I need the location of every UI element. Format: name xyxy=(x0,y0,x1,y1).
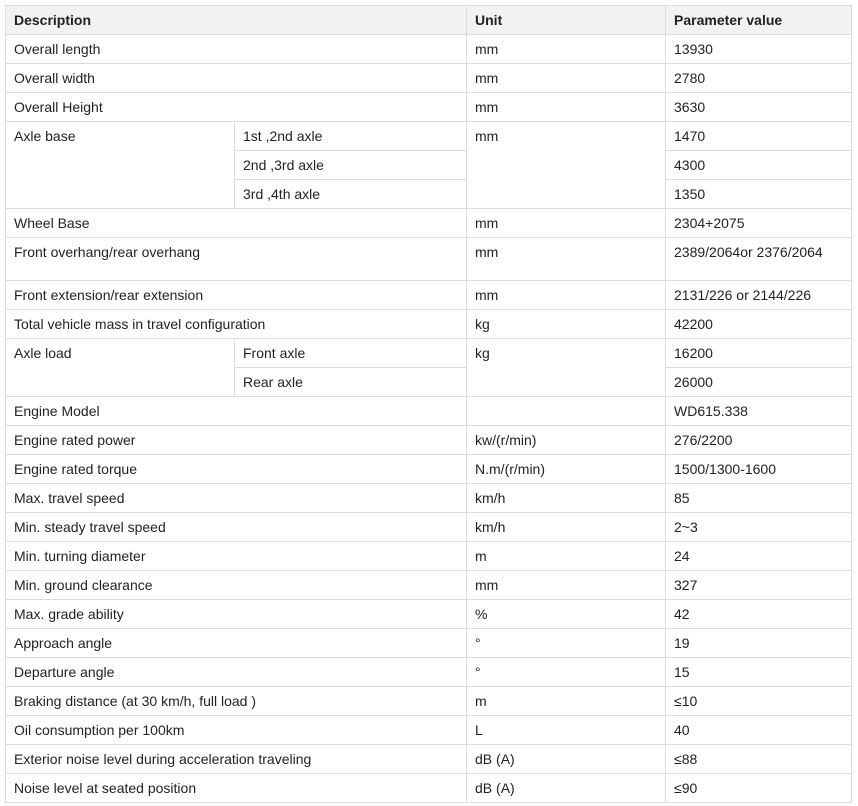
table-row xyxy=(6,339,852,368)
row-value: 15 xyxy=(666,658,852,687)
row-unit: mm xyxy=(467,64,666,93)
row-unit: ° xyxy=(467,629,666,658)
table-row xyxy=(6,281,852,310)
row-value: ≤88 xyxy=(666,745,852,774)
row-value: WD615.338 xyxy=(666,397,852,426)
row-value: 2131/226 or 2144/226 xyxy=(666,281,852,310)
row-label: Axle base xyxy=(6,122,235,209)
row-unit: % xyxy=(467,600,666,629)
row-value: 2780 xyxy=(666,64,852,93)
row-label: Max. travel speed xyxy=(6,484,467,513)
table-row xyxy=(6,64,852,93)
row-unit: kg xyxy=(467,339,666,397)
row-label: Max. grade ability xyxy=(6,600,467,629)
row-unit: kg xyxy=(467,310,666,339)
row-value: 16200 xyxy=(666,339,852,368)
row-value: ≤90 xyxy=(666,774,852,803)
row-label: Min. turning diameter xyxy=(6,542,467,571)
row-label: Departure angle xyxy=(6,658,467,687)
row-label: Min. steady travel speed xyxy=(6,513,467,542)
header-parameter-value: Parameter value xyxy=(666,6,852,35)
row-value: 19 xyxy=(666,629,852,658)
row-unit: ° xyxy=(467,658,666,687)
row-value: 13930 xyxy=(666,35,852,64)
header-unit: Unit xyxy=(467,6,666,35)
row-unit: dB (A) xyxy=(467,745,666,774)
row-label: Min. ground clearance xyxy=(6,571,467,600)
row-label: Oil consumption per 100km xyxy=(6,716,467,745)
row-unit: mm xyxy=(467,571,666,600)
row-unit: km/h xyxy=(467,484,666,513)
row-unit: km/h xyxy=(467,513,666,542)
header-description: Description xyxy=(6,6,467,35)
table-row xyxy=(6,629,852,658)
row-unit: m xyxy=(467,542,666,571)
row-label: Axle load xyxy=(6,339,235,397)
table-row xyxy=(6,571,852,600)
table-row xyxy=(6,238,852,281)
table-row xyxy=(6,687,852,716)
row-unit: mm xyxy=(467,281,666,310)
table-row xyxy=(6,455,852,484)
table-row xyxy=(6,209,852,238)
table-row xyxy=(6,513,852,542)
table-row xyxy=(6,426,852,455)
row-unit: mm xyxy=(467,35,666,64)
row-value: 2~3 xyxy=(666,513,852,542)
row-value: 24 xyxy=(666,542,852,571)
table-row xyxy=(6,484,852,513)
row-label: Total vehicle mass in travel configuration xyxy=(6,310,467,339)
row-label: Front overhang/rear overhang xyxy=(6,238,467,281)
row-value: 1470 xyxy=(666,122,852,151)
row-value: 2304+2075 xyxy=(666,209,852,238)
table-row xyxy=(6,122,852,151)
row-unit: L xyxy=(467,716,666,745)
table-row xyxy=(6,745,852,774)
row-label: Overall length xyxy=(6,35,467,64)
row-sublabel: 2nd ,3rd axle xyxy=(235,151,467,180)
row-value: 2389/2064or 2376/2064 xyxy=(666,238,852,281)
row-value: 1350 xyxy=(666,180,852,209)
row-unit: mm xyxy=(467,122,666,209)
row-label: Noise level at seated position xyxy=(6,774,467,803)
table-row xyxy=(6,658,852,687)
row-label: Wheel Base xyxy=(6,209,467,238)
row-unit: mm xyxy=(467,93,666,122)
row-sublabel: Front axle xyxy=(235,339,467,368)
row-unit: mm xyxy=(467,238,666,281)
row-value: 26000 xyxy=(666,368,852,397)
row-label: Overall width xyxy=(6,64,467,93)
row-label: Approach angle xyxy=(6,629,467,658)
row-unit: kw/(r/min) xyxy=(467,426,666,455)
table-row xyxy=(6,93,852,122)
row-unit: m xyxy=(467,687,666,716)
row-value: 276/2200 xyxy=(666,426,852,455)
row-label: Engine rated power xyxy=(6,426,467,455)
row-label: Exterior noise level during acceleration traveling xyxy=(6,745,467,774)
row-label: Overall Height xyxy=(6,93,467,122)
table-row xyxy=(6,774,852,803)
row-label: Front extension/rear extension xyxy=(6,281,467,310)
row-unit: mm xyxy=(467,209,666,238)
row-unit xyxy=(467,397,666,426)
row-value: 3630 xyxy=(666,93,852,122)
row-value: 1500/1300-1600 xyxy=(666,455,852,484)
row-unit: N.m/(r/min) xyxy=(467,455,666,484)
row-unit: dB (A) xyxy=(467,774,666,803)
row-value: ≤10 xyxy=(666,687,852,716)
table-row xyxy=(6,542,852,571)
row-value: 42 xyxy=(666,600,852,629)
row-value: 4300 xyxy=(666,151,852,180)
row-value: 40 xyxy=(666,716,852,745)
row-sublabel: Rear axle xyxy=(235,368,467,397)
row-value: 42200 xyxy=(666,310,852,339)
table-row xyxy=(6,35,852,64)
table-row xyxy=(6,397,852,426)
table-header-row xyxy=(6,6,852,35)
row-label: Braking distance (at 30 km/h, full load ) xyxy=(6,687,467,716)
table-row xyxy=(6,310,852,339)
row-sublabel: 3rd ,4th axle xyxy=(235,180,467,209)
row-value: 327 xyxy=(666,571,852,600)
specification-table xyxy=(5,5,852,803)
row-label: Engine rated torque xyxy=(6,455,467,484)
row-label: Engine Model xyxy=(6,397,467,426)
table-row xyxy=(6,716,852,745)
row-sublabel: 1st ,2nd axle xyxy=(235,122,467,151)
row-value: 85 xyxy=(666,484,852,513)
table-row xyxy=(6,600,852,629)
